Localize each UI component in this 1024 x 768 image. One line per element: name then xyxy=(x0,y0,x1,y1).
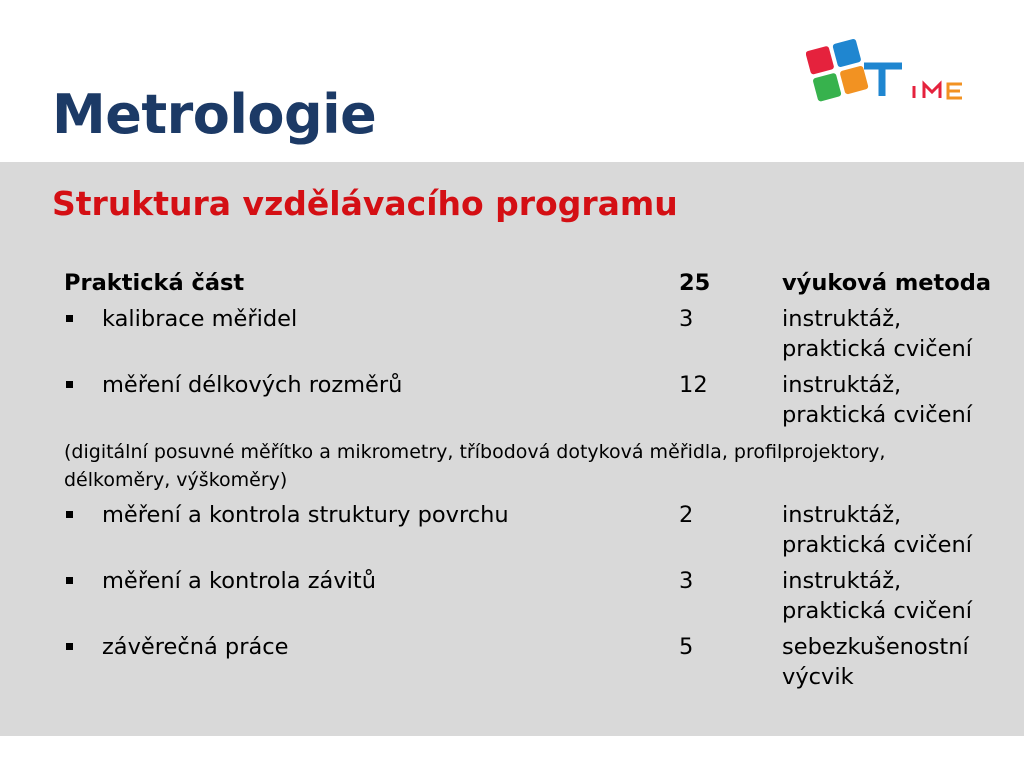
bullet-icon xyxy=(66,643,73,650)
row-hours: 3 xyxy=(679,568,694,594)
row-method-line2: praktická cvičení xyxy=(782,598,973,624)
instruments-note: (digitální posuvné měřítko a mikrometry, tříbodová dotyková měřidla, profilprojektory, délkoměry, výškoměry) xyxy=(64,441,886,491)
table-header xyxy=(64,268,1004,298)
row-hours: 2 xyxy=(679,502,694,528)
table-row xyxy=(64,370,1004,430)
bullet-icon xyxy=(66,577,73,584)
row-method xyxy=(782,304,972,364)
row-method xyxy=(782,370,972,430)
row-method-line1: instruktáž, xyxy=(782,568,902,594)
table-row xyxy=(64,304,1004,364)
header-method: výuková metoda xyxy=(782,270,992,296)
row-name: závěrečná práce xyxy=(102,634,289,660)
table-row xyxy=(64,632,1004,692)
page-title: Metrologie xyxy=(52,83,377,146)
row-method-line1: instruktáž, xyxy=(782,372,902,398)
row-name: kalibrace měřidel xyxy=(102,306,298,332)
row-method-line2: praktická cvičení xyxy=(782,336,973,362)
program-table xyxy=(64,268,1004,692)
row-hours: 3 xyxy=(679,306,694,332)
row-method-line2: praktická cvičení xyxy=(782,402,973,428)
row-method-line2: výcvik xyxy=(782,664,854,690)
bullet-icon xyxy=(66,511,73,518)
header-hours: 25 xyxy=(679,270,711,296)
row-name: měření a kontrola závitů xyxy=(102,568,376,594)
table-row xyxy=(64,500,1004,560)
row-hours: 12 xyxy=(679,372,708,398)
time-logo xyxy=(806,26,990,122)
content-panel xyxy=(0,162,1024,736)
row-name: měření a kontrola struktury povrchu xyxy=(102,502,509,528)
row-method-line1: instruktáž, xyxy=(782,502,902,528)
header-name: Praktická část xyxy=(64,270,245,296)
row-name: měření délkových rozměrů xyxy=(102,372,403,398)
bullet-icon xyxy=(66,381,73,388)
row-method xyxy=(782,632,969,692)
row-method-line2: praktická cvičení xyxy=(782,532,973,558)
row-method xyxy=(782,500,972,560)
bullet-icon xyxy=(66,315,73,322)
row-hours: 5 xyxy=(679,634,694,660)
row-method-line1: sebezkušenostní xyxy=(782,634,969,660)
table-row xyxy=(64,566,1004,626)
row-method-line1: instruktáž, xyxy=(782,306,902,332)
row-method xyxy=(782,566,972,626)
section-subtitle: Struktura vzdělávacího programu xyxy=(52,184,678,223)
